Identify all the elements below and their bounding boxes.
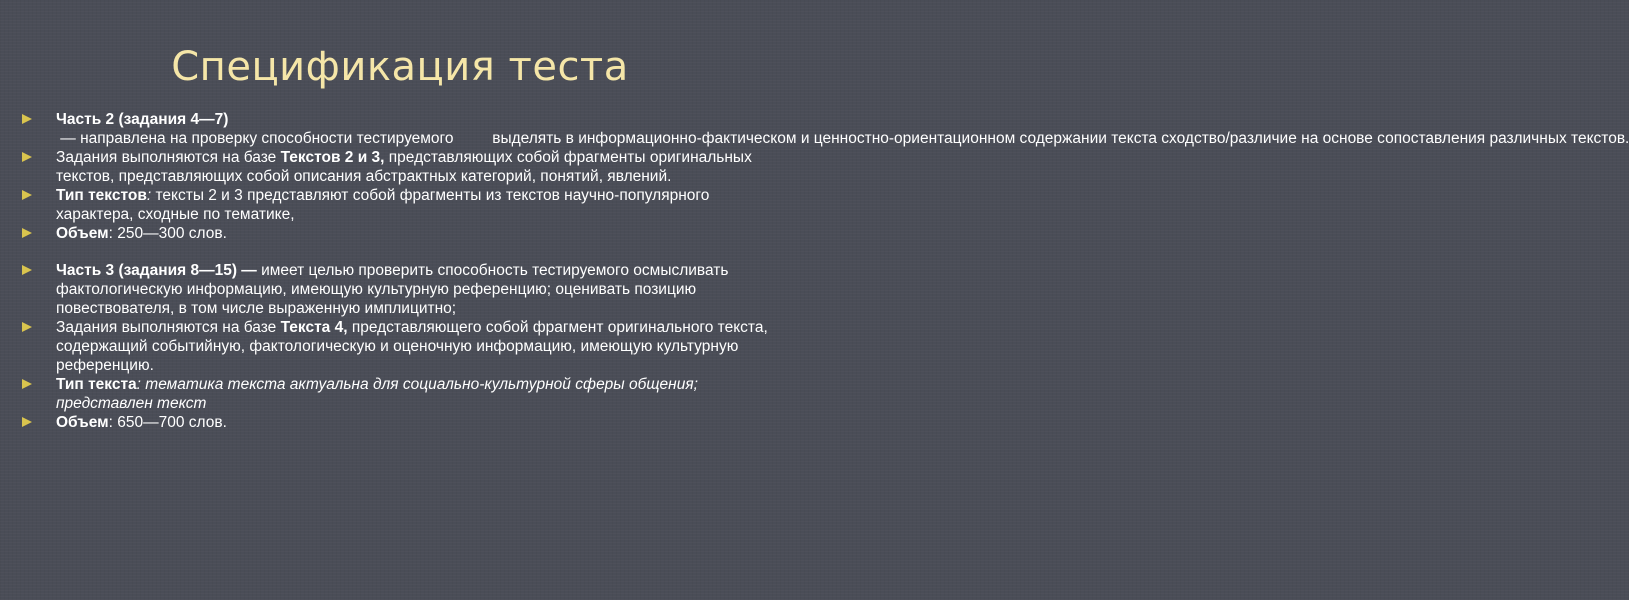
list-item	[22, 375, 782, 413]
triangle-bullet-icon	[22, 265, 32, 275]
triangle-bullet-icon	[22, 228, 32, 238]
triangle-bullet-icon	[22, 322, 32, 332]
list-item	[22, 224, 782, 243]
triangle-bullet-icon	[22, 190, 32, 200]
item-italic: : тематика текста актуальна для социально-культурной сферы общения; представлен текст	[56, 376, 698, 412]
list-item	[22, 110, 1629, 148]
item-text: тексты 2 и 3 представляют собой фрагменты из текстов научно-популярного характера, сходные по тематике,	[56, 187, 710, 223]
triangle-bullet-icon	[22, 379, 32, 389]
slide-title: Спецификация теста	[171, 44, 629, 90]
spacer	[22, 243, 782, 261]
item-text: имеет целью проверить способность тестируемого осмысливать фактологическую информацию, имеющую культурную референцию; оценивать позицию повествователя, в том числе выраженную имплицитно;	[56, 262, 729, 317]
list-item	[22, 318, 782, 375]
triangle-bullet-icon	[22, 417, 32, 427]
item-bold: Текстов 2 и 3,	[280, 149, 385, 166]
list-item	[22, 186, 782, 224]
item-italic: :	[146, 187, 152, 204]
item-text: представляющего собой фрагмент оригинального текста, содержащий событийную, фактологическую и оценочную информацию, имеющую культурную референцию.	[56, 319, 768, 374]
item-bold: Объем	[56, 414, 109, 431]
list-item	[22, 413, 782, 432]
item-text: представляющих собой фрагменты оригинальных текстов, представляющих собой описания абстрактных категорий, понятий, явлений.	[56, 149, 752, 185]
item-text: — направлена на проверку способности тестируемого выделять в информационно-фактическом и ценностно-ориентационном содержании текста сходство/различие на основе сопоставления различных текстов.	[56, 130, 1629, 147]
bullet-list	[22, 110, 1629, 432]
item-bold: Объем	[56, 225, 109, 242]
item-bold: Тип текста	[56, 376, 137, 393]
triangle-bullet-icon	[22, 152, 32, 162]
item-text: Задания выполняются на базе	[56, 319, 281, 336]
item-bold: Тип текстов	[56, 187, 147, 204]
item-bold: Часть 3 (задания 8—15) —	[56, 262, 257, 279]
item-text: : 250—300 слов.	[108, 225, 227, 242]
item-bold: Текста 4,	[280, 319, 348, 336]
item-bold: Часть 2 (задания 4—7)	[56, 111, 229, 128]
item-text: : 650—700 слов.	[108, 414, 227, 431]
item-text: Задания выполняются на базе	[56, 149, 281, 166]
list-item	[22, 148, 782, 186]
list-item	[22, 261, 782, 318]
triangle-bullet-icon	[22, 114, 32, 124]
